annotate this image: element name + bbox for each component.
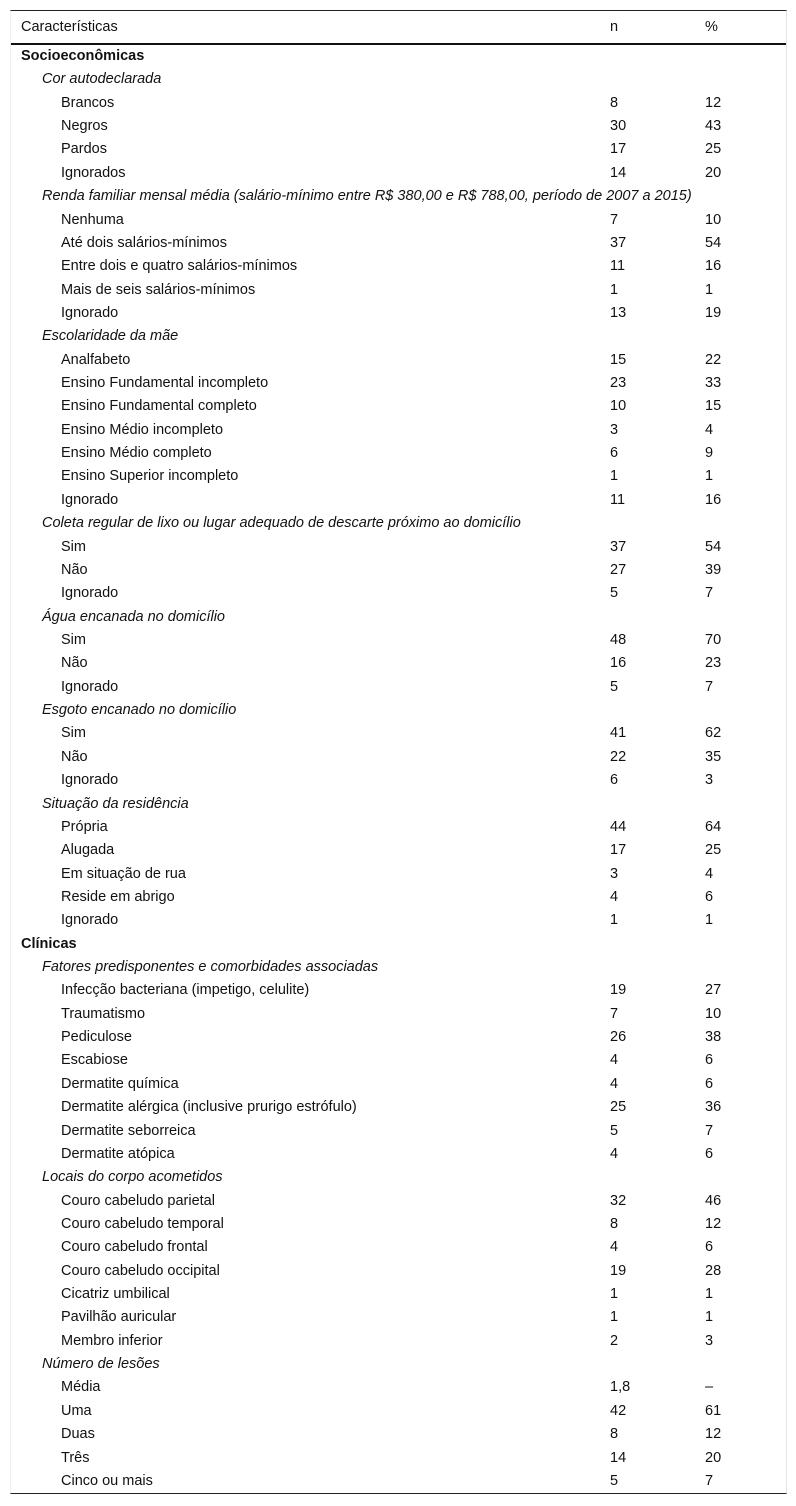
row-label: Reside em abrigo [61,888,175,905]
row-percent: 22 [705,351,722,368]
row-n: 7 [610,1005,619,1022]
table-row [11,255,786,278]
row-label: Couro cabeludo frontal [61,1239,208,1256]
row-label: Dermatite atópica [61,1145,175,1162]
row-label: Infecção bacteriana (impetigo, celulite) [61,982,310,999]
row-percent: 6 [705,1239,714,1256]
table-row [11,629,786,652]
row-percent: 7 [705,1472,714,1489]
row-percent: 38 [705,1029,722,1046]
row-label: Escabiose [61,1052,128,1069]
row-n: 1 [610,468,619,485]
row-n: 17 [610,141,627,158]
row-label: Renda familiar mensal média (salário-mínimo entre R$ 380,00 e R$ 788,00, período de 2007 a 2015) [42,188,692,205]
header-characteristics: Características [21,19,118,35]
row-label: Entre dois e quatro salários-mínimos [61,258,298,275]
table-row [11,746,786,769]
row-n: 3 [610,865,619,882]
table-row [11,162,786,185]
table-row [11,1236,786,1259]
row-percent: 39 [705,561,722,578]
row-n: 42 [610,1402,627,1419]
table-header [11,11,786,45]
row-label: Negros [61,118,108,135]
row-label: Couro cabeludo parietal [61,1192,215,1209]
subheader-row [11,699,786,722]
row-label: Ignorado [61,678,119,695]
row-n: 4 [610,1075,619,1092]
row-percent: 6 [705,1145,714,1162]
row-label: Ignorado [61,585,119,602]
row-n: 2 [610,1332,619,1349]
row-percent: 6 [705,888,714,905]
row-n: 26 [610,1029,627,1046]
subheader-row [11,793,786,816]
row-n: 32 [610,1192,627,1209]
row-n: 37 [610,538,627,555]
table-row [11,349,786,372]
row-label: Analfabeto [61,351,131,368]
row-percent: 23 [705,655,722,672]
table-row [11,722,786,745]
table-row [11,1423,786,1446]
row-percent: 20 [705,1449,722,1466]
row-label: Situação da residência [42,795,189,812]
row-n: 11 [610,491,626,508]
row-label: Ignorados [61,164,126,181]
row-label: Dermatite química [61,1075,179,1092]
row-label: Sim [61,725,86,742]
row-n: 3 [610,421,619,438]
row-percent: 28 [705,1262,722,1279]
row-n: 14 [610,1449,627,1466]
table-row [11,909,786,932]
row-label: Couro cabeludo occipital [61,1262,220,1279]
row-percent: 1 [705,468,714,485]
row-percent: 20 [705,164,722,181]
table-row [11,1213,786,1236]
row-label: Duas [61,1426,95,1443]
row-percent: 4 [705,865,714,882]
row-label: Couro cabeludo temporal [61,1215,224,1232]
row-label: Ignorado [61,304,119,321]
row-n: 23 [610,375,627,392]
row-percent: 1 [705,1309,714,1326]
row-percent: 6 [705,1075,714,1092]
row-n: 8 [610,1215,619,1232]
row-n: 8 [610,94,619,111]
row-percent: 12 [705,1426,722,1443]
row-percent: 12 [705,94,722,111]
row-label: Escolaridade da mãe [42,328,179,345]
table-row [11,769,786,792]
row-percent: 4 [705,421,714,438]
row-n: 16 [610,655,627,672]
row-n: 13 [610,304,627,321]
row-percent: 7 [705,1122,714,1139]
row-label: Até dois salários-mínimos [61,234,227,251]
table-row [11,1143,786,1166]
table-row [11,582,786,605]
row-n: 1 [610,1309,619,1326]
row-percent: 61 [705,1402,722,1419]
subheader-row [11,606,786,629]
row-n: 4 [610,1239,619,1256]
section-row [11,933,786,956]
row-n: 8 [610,1426,619,1443]
characteristics-table [10,10,787,1494]
header-n: n [610,19,619,35]
row-n: 44 [610,818,627,835]
row-label: Coleta regular de lixo ou lugar adequado de descarte próximo ao domicílio [42,515,521,532]
row-label: Clínicas [21,935,77,952]
row-label: Fatores predisponentes e comorbidades associadas [42,959,379,976]
row-percent: 36 [705,1099,722,1116]
row-label: Não [61,655,88,672]
row-label: Alugada [61,842,115,859]
row-label: Pediculose [61,1029,132,1046]
table-row [11,1026,786,1049]
table-row [11,1470,786,1493]
row-n: 4 [610,1052,619,1069]
row-n: 14 [610,164,627,181]
table-row [11,419,786,442]
row-label: Cor autodeclarada [42,71,162,88]
row-n: 17 [610,842,627,859]
row-label: Socioeconômicas [21,48,145,64]
row-n: 15 [610,351,627,368]
row-percent: 3 [705,772,714,789]
table-row [11,839,786,862]
row-label: Três [61,1449,90,1466]
row-percent: 7 [705,678,714,695]
table-row [11,1447,786,1470]
table-row [11,1096,786,1119]
row-n: 1,8 [610,1379,631,1396]
row-percent: 70 [705,631,722,648]
row-percent: 1 [705,281,714,298]
row-n: 6 [610,445,619,462]
row-percent: 43 [705,118,722,135]
row-n: 30 [610,118,627,135]
row-percent: 10 [705,211,722,228]
table-row [11,279,786,302]
row-percent: 16 [705,258,722,275]
table-row [11,652,786,675]
row-percent: 9 [705,445,714,462]
row-n: 41 [610,725,627,742]
row-n: 27 [610,561,627,578]
section-row [11,45,786,68]
subheader-row [11,325,786,348]
row-label: Membro inferior [61,1332,163,1349]
table-row [11,1330,786,1353]
row-label: Ensino Fundamental incompleto [61,375,269,392]
row-n: 48 [610,631,627,648]
row-label: Esgoto encanado no domicílio [42,702,237,719]
subheader-row [11,1166,786,1189]
row-n: 5 [610,1122,619,1139]
row-percent: 1 [705,1286,714,1303]
row-percent: 46 [705,1192,722,1209]
row-n: 5 [610,1472,619,1489]
header-percent: % [705,19,718,35]
row-percent: 54 [705,538,722,555]
row-percent: 12 [705,1215,722,1232]
row-label: Número de lesões [42,1356,160,1373]
row-label: Ignorado [61,772,119,789]
row-n: 10 [610,398,627,415]
table-row [11,442,786,465]
table-row [11,979,786,1002]
row-n: 25 [610,1099,627,1116]
row-label: Não [61,748,88,765]
row-label: Própria [61,818,108,835]
row-n: 19 [610,1262,627,1279]
row-label: Locais do corpo acometidos [42,1169,223,1186]
table-row [11,863,786,886]
row-label: Ensino Fundamental completo [61,398,257,415]
table-row [11,816,786,839]
row-n: 6 [610,772,619,789]
table-row [11,138,786,161]
table-row [11,465,786,488]
row-label: Pardos [61,141,107,158]
table-row [11,302,786,325]
table-row [11,1049,786,1072]
table-row [11,372,786,395]
row-percent: 3 [705,1332,714,1349]
table-row [11,559,786,582]
row-label: Dermatite alérgica (inclusive prurigo estrófulo) [61,1099,357,1116]
row-label: Nenhuma [61,211,124,228]
row-label: Não [61,561,88,578]
subheader-row [11,68,786,91]
subheader-row [11,185,786,208]
row-n: 1 [610,1286,619,1303]
row-label: Média [61,1379,101,1396]
table-row [11,676,786,699]
row-n: 5 [610,678,619,695]
row-percent: 64 [705,818,722,835]
row-label: Ensino Superior incompleto [61,468,239,485]
table-row [11,1306,786,1329]
table-row [11,1376,786,1399]
table-row [11,1073,786,1096]
row-percent: 16 [705,491,722,508]
row-label: Cinco ou mais [61,1472,153,1489]
row-n: 4 [610,888,619,905]
table-row [11,1400,786,1423]
row-label: Sim [61,631,86,648]
row-n: 11 [610,258,626,275]
row-percent: 35 [705,748,722,765]
row-label: Brancos [61,94,115,111]
row-percent: 54 [705,234,722,251]
row-label: Ignorado [61,912,119,929]
row-label: Ignorado [61,491,119,508]
table-row [11,536,786,559]
row-n: 4 [610,1145,619,1162]
row-percent: 33 [705,375,722,392]
table-row [11,395,786,418]
table-row [11,1120,786,1143]
table-row [11,115,786,138]
row-n: 19 [610,982,627,999]
table-row [11,886,786,909]
row-percent: 27 [705,982,722,999]
table-row [11,489,786,512]
row-label: Cicatriz umbilical [61,1286,170,1303]
table-row [11,1003,786,1026]
row-label: Mais de seis salários-mínimos [61,281,256,298]
table-row [11,92,786,115]
row-label: Uma [61,1402,92,1419]
row-percent: 1 [705,912,714,929]
row-n: 7 [610,211,619,228]
row-percent: – [705,1379,714,1396]
table-row [11,1190,786,1213]
table-body [11,45,786,1493]
row-percent: 7 [705,585,714,602]
row-label: Traumatismo [61,1005,146,1022]
row-n: 1 [610,281,619,298]
row-percent: 25 [705,141,722,158]
row-n: 37 [610,234,627,251]
row-label: Água encanada no domicílio [42,608,225,625]
row-label: Ensino Médio incompleto [61,421,224,438]
subheader-row [11,956,786,979]
row-percent: 6 [705,1052,714,1069]
row-percent: 25 [705,842,722,859]
row-percent: 62 [705,725,722,742]
row-label: Em situação de rua [61,865,186,882]
subheader-row [11,512,786,535]
row-label: Dermatite seborreica [61,1122,196,1139]
row-label: Ensino Médio completo [61,445,212,462]
row-percent: 19 [705,304,722,321]
row-percent: 15 [705,398,722,415]
table-row [11,1283,786,1306]
row-label: Pavilhão auricular [61,1309,177,1326]
row-label: Sim [61,538,86,555]
table-row [11,1260,786,1283]
row-n: 22 [610,748,627,765]
row-percent: 10 [705,1005,722,1022]
table-row [11,209,786,232]
row-n: 5 [610,585,619,602]
table-row [11,232,786,255]
subheader-row [11,1353,786,1376]
row-n: 1 [610,912,619,929]
